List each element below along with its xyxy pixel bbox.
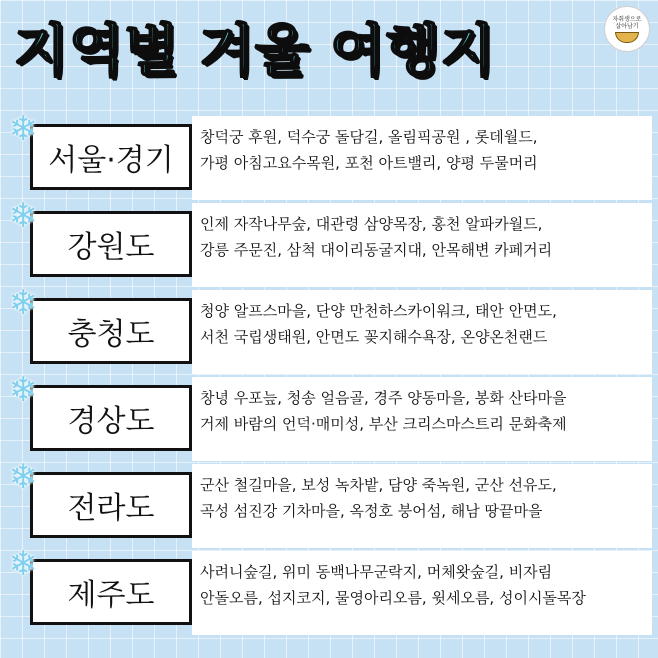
snowflake-icon: ❄: [8, 109, 38, 149]
region-name: 충청도: [67, 317, 155, 352]
destinations-line: 인제 자작나무숲, 대관령 삼양목장, 홍천 알파카월드,: [200, 215, 543, 233]
region-label-box: [30, 472, 192, 538]
region-name: 제주도: [67, 578, 155, 613]
destinations-line: 거제 바람의 언덕·매미성, 부산 크리스마스트리 문화축제: [200, 415, 567, 433]
snowflake-icon: ❄: [8, 196, 38, 236]
region-row-jeolla: [0, 457, 658, 548]
destinations-line: 사려니숲길, 위미 동백나무군락지, 머체왓숲길, 비자림: [200, 563, 553, 581]
page-title: 지역별 겨울 여행지: [14, 19, 496, 84]
region-row-seoul-gyeonggi: [0, 109, 658, 200]
destinations-line: 청양 알프스마을, 단양 만천하스카이워크, 태안 안면도,: [200, 302, 557, 320]
destinations-box: [192, 464, 652, 548]
region-label-box: [30, 298, 192, 364]
destinations-box: [192, 551, 652, 635]
region-label-box: [30, 559, 192, 625]
region-row-gyeongsang: [0, 370, 658, 461]
snowflake-icon: ❄: [8, 370, 38, 410]
destinations-line: 가평 아침고요수목원, 포천 아트밸리, 양평 두물머리: [200, 154, 538, 172]
region-name: 서울·경기: [48, 143, 174, 178]
bowl-icon: [615, 32, 639, 43]
destinations-box: [192, 290, 652, 374]
region-label-box: [30, 124, 192, 190]
destinations-box: [192, 203, 652, 287]
logo-icon: [604, 6, 650, 52]
region-row-jeju: [0, 544, 658, 635]
destinations-box: [192, 377, 652, 461]
destinations-line: 창녕 우포늪, 청송 얼음골, 경주 양동마을, 봉화 산타마을: [200, 389, 567, 407]
region-label-box: [30, 385, 192, 451]
snowflake-icon: ❄: [8, 283, 38, 323]
region-label-box: [30, 211, 192, 277]
destinations-box: [192, 116, 652, 200]
snowflake-icon: ❄: [8, 457, 38, 497]
snowflake-icon: ❄: [8, 544, 38, 584]
destinations-line: 안돌오름, 섭지코지, 물영아리오름, 윗세오름, 성이시돌목장: [200, 589, 586, 607]
region-name: 전라도: [67, 491, 155, 526]
destinations-line: 창덕궁 후원, 덕수궁 돌담길, 올림픽공원 , 롯데월드,: [200, 128, 538, 146]
region-name: 경상도: [67, 404, 155, 439]
region-row-gangwon: [0, 196, 658, 287]
destinations-line: 서천 국립생태원, 안면도 꽂지해수욕장, 온양온천랜드: [200, 328, 548, 346]
logo-text-line2: 살아남기: [615, 22, 639, 30]
region-row-chungcheong: [0, 283, 658, 374]
destinations-line: 군산 철길마을, 보성 녹차밭, 담양 죽녹원, 군산 선유도,: [200, 476, 557, 494]
destinations-line: 곡성 섬진강 기차마을, 옥정호 붕어섬, 해남 땅끝마을: [200, 502, 543, 520]
logo-text-line1: 자취생으로: [612, 15, 642, 23]
region-name: 강원도: [67, 230, 155, 265]
destinations-line: 강릉 주문진, 삼척 대이리동굴지대, 안목해변 카페거리: [200, 241, 553, 259]
